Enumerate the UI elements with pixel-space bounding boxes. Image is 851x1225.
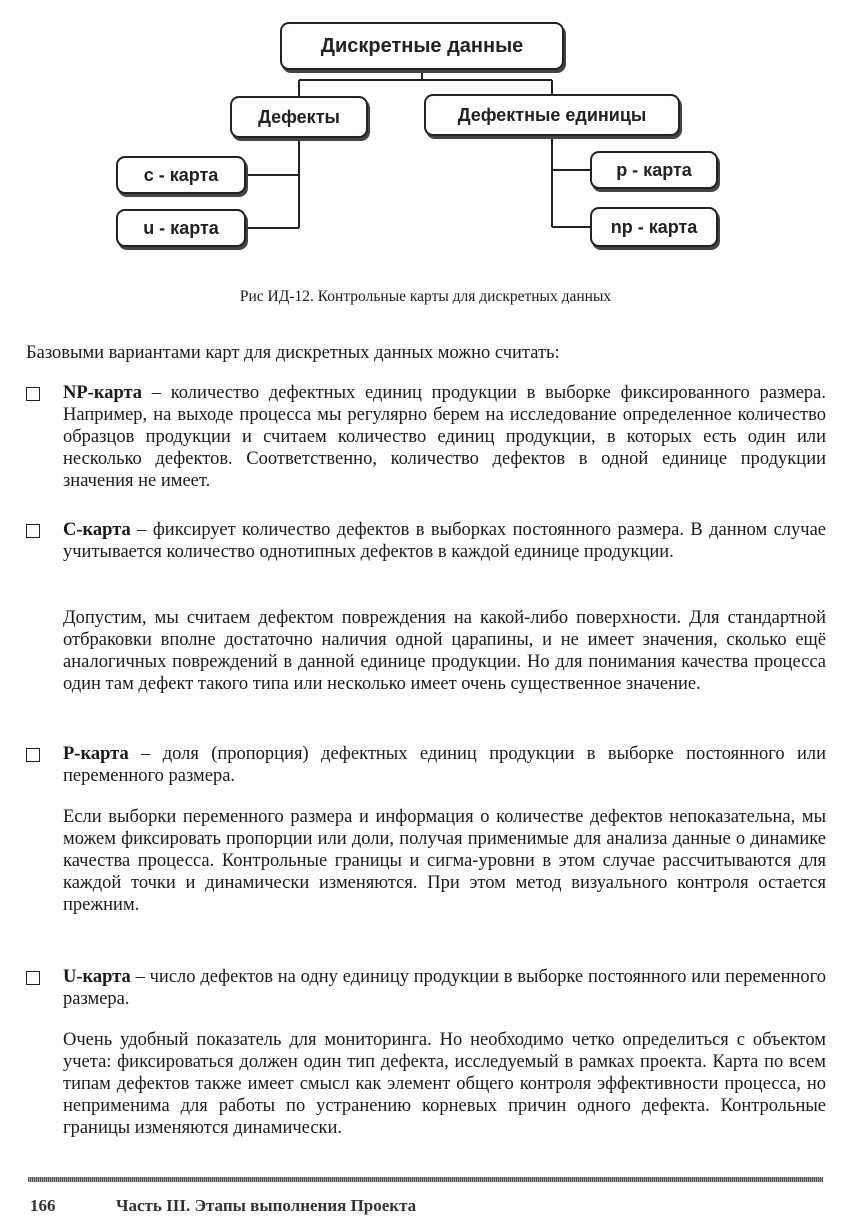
checkbox-bullet-icon <box>26 387 40 401</box>
item-term: С-карта <box>63 520 131 540</box>
node-discrete-data: Дискретные данные <box>280 22 564 70</box>
item-description: – фиксирует количество дефектов в выборках постоянного размера. В данном случае учитывается количество однотипных дефектов в каждой единице продукции. <box>63 520 826 562</box>
node-u-chart: u - карта <box>116 209 246 247</box>
running-head: Часть III. Этапы выполнения Проекта <box>116 1196 417 1215</box>
node-p-chart: p - карта <box>590 151 718 189</box>
figure-caption: Рис ИД-12. Контрольные карты для дискретных данных <box>239 288 612 305</box>
item-term: U-карта <box>63 967 131 987</box>
node-np-chart: np - карта <box>590 207 718 247</box>
item-text <box>63 743 826 787</box>
list-item-p-chart <box>26 743 826 787</box>
discrete-data-diagram <box>0 0 851 270</box>
item-extra-paragraph: Очень удобный показатель для мониторинга. Но необходимо четко определиться с объектом учета: фиксироваться должен один тип дефекта, исследуемый в рамках проекта. Карта по всем типам дефектов также имеет смысл как элемент общего контроля эффективности процесса, но неприменима для работы по устранению корневых причин одного дефекта. Контрольные границы изменяются динамически. <box>63 1030 826 1138</box>
item-term: Р-карта <box>63 744 129 764</box>
item-description: – количество дефектных единиц продукции в выборке фиксированного размера. Например, на выходе процесса мы регулярно берем на исследование определенное количество образцов продукции и считаем количество единиц продукции, в которых есть один или несколько дефектов. Соответственно, количество дефектов в одной единице продукции значения не имеет. <box>63 383 826 491</box>
list-item-c-chart <box>26 519 826 563</box>
checkbox-bullet-icon <box>26 971 40 985</box>
list-item-u-chart <box>26 966 826 1010</box>
item-term: NP-карта <box>63 383 143 403</box>
list-item-np-chart <box>26 382 826 492</box>
page-number: 166 <box>30 1196 56 1215</box>
footer-divider <box>28 1177 823 1182</box>
node-defects: Дефекты <box>230 96 368 138</box>
item-text <box>63 966 826 1010</box>
node-c-chart: c - карта <box>116 156 246 194</box>
item-extra-paragraph: Если выборки переменного размера и информация о количестве дефектов непоказательна, мы можем фиксировать пропорции или доли, получая применимые для анализа данные о динамике качества процесса. Контрольные границы и сигма-уровни в этом случае рассчитываются для каждой точки и динамически изменяются. При этом метод визуального контроля остается прежним. <box>63 807 826 915</box>
intro-paragraph: Базовыми вариантами карт для дискретных данных можно считать: <box>26 343 560 363</box>
checkbox-bullet-icon <box>26 748 40 762</box>
item-text <box>63 382 826 492</box>
item-text <box>63 519 826 563</box>
item-description: – число дефектов на одну единицу продукции в выборке постоянного или переменного размера. <box>63 967 826 1009</box>
checkbox-bullet-icon <box>26 524 40 538</box>
node-defective-units: Дефектные единицы <box>424 94 680 136</box>
item-extra-paragraph: Допустим, мы считаем дефектом повреждения на какой-либо поверхности. Для стандартной отбраковки вполне достаточно наличия одной царапины, и не имеет значения, сколько ещё аналогичных повреждений в данной единице продукции. Но для понимания качества процесса один там дефект такого типа или несколько имеет очень существенное значение. <box>63 608 826 694</box>
item-description: – доля (пропорция) дефектных единиц продукции в выборке постоянного или переменного размера. <box>63 744 826 786</box>
